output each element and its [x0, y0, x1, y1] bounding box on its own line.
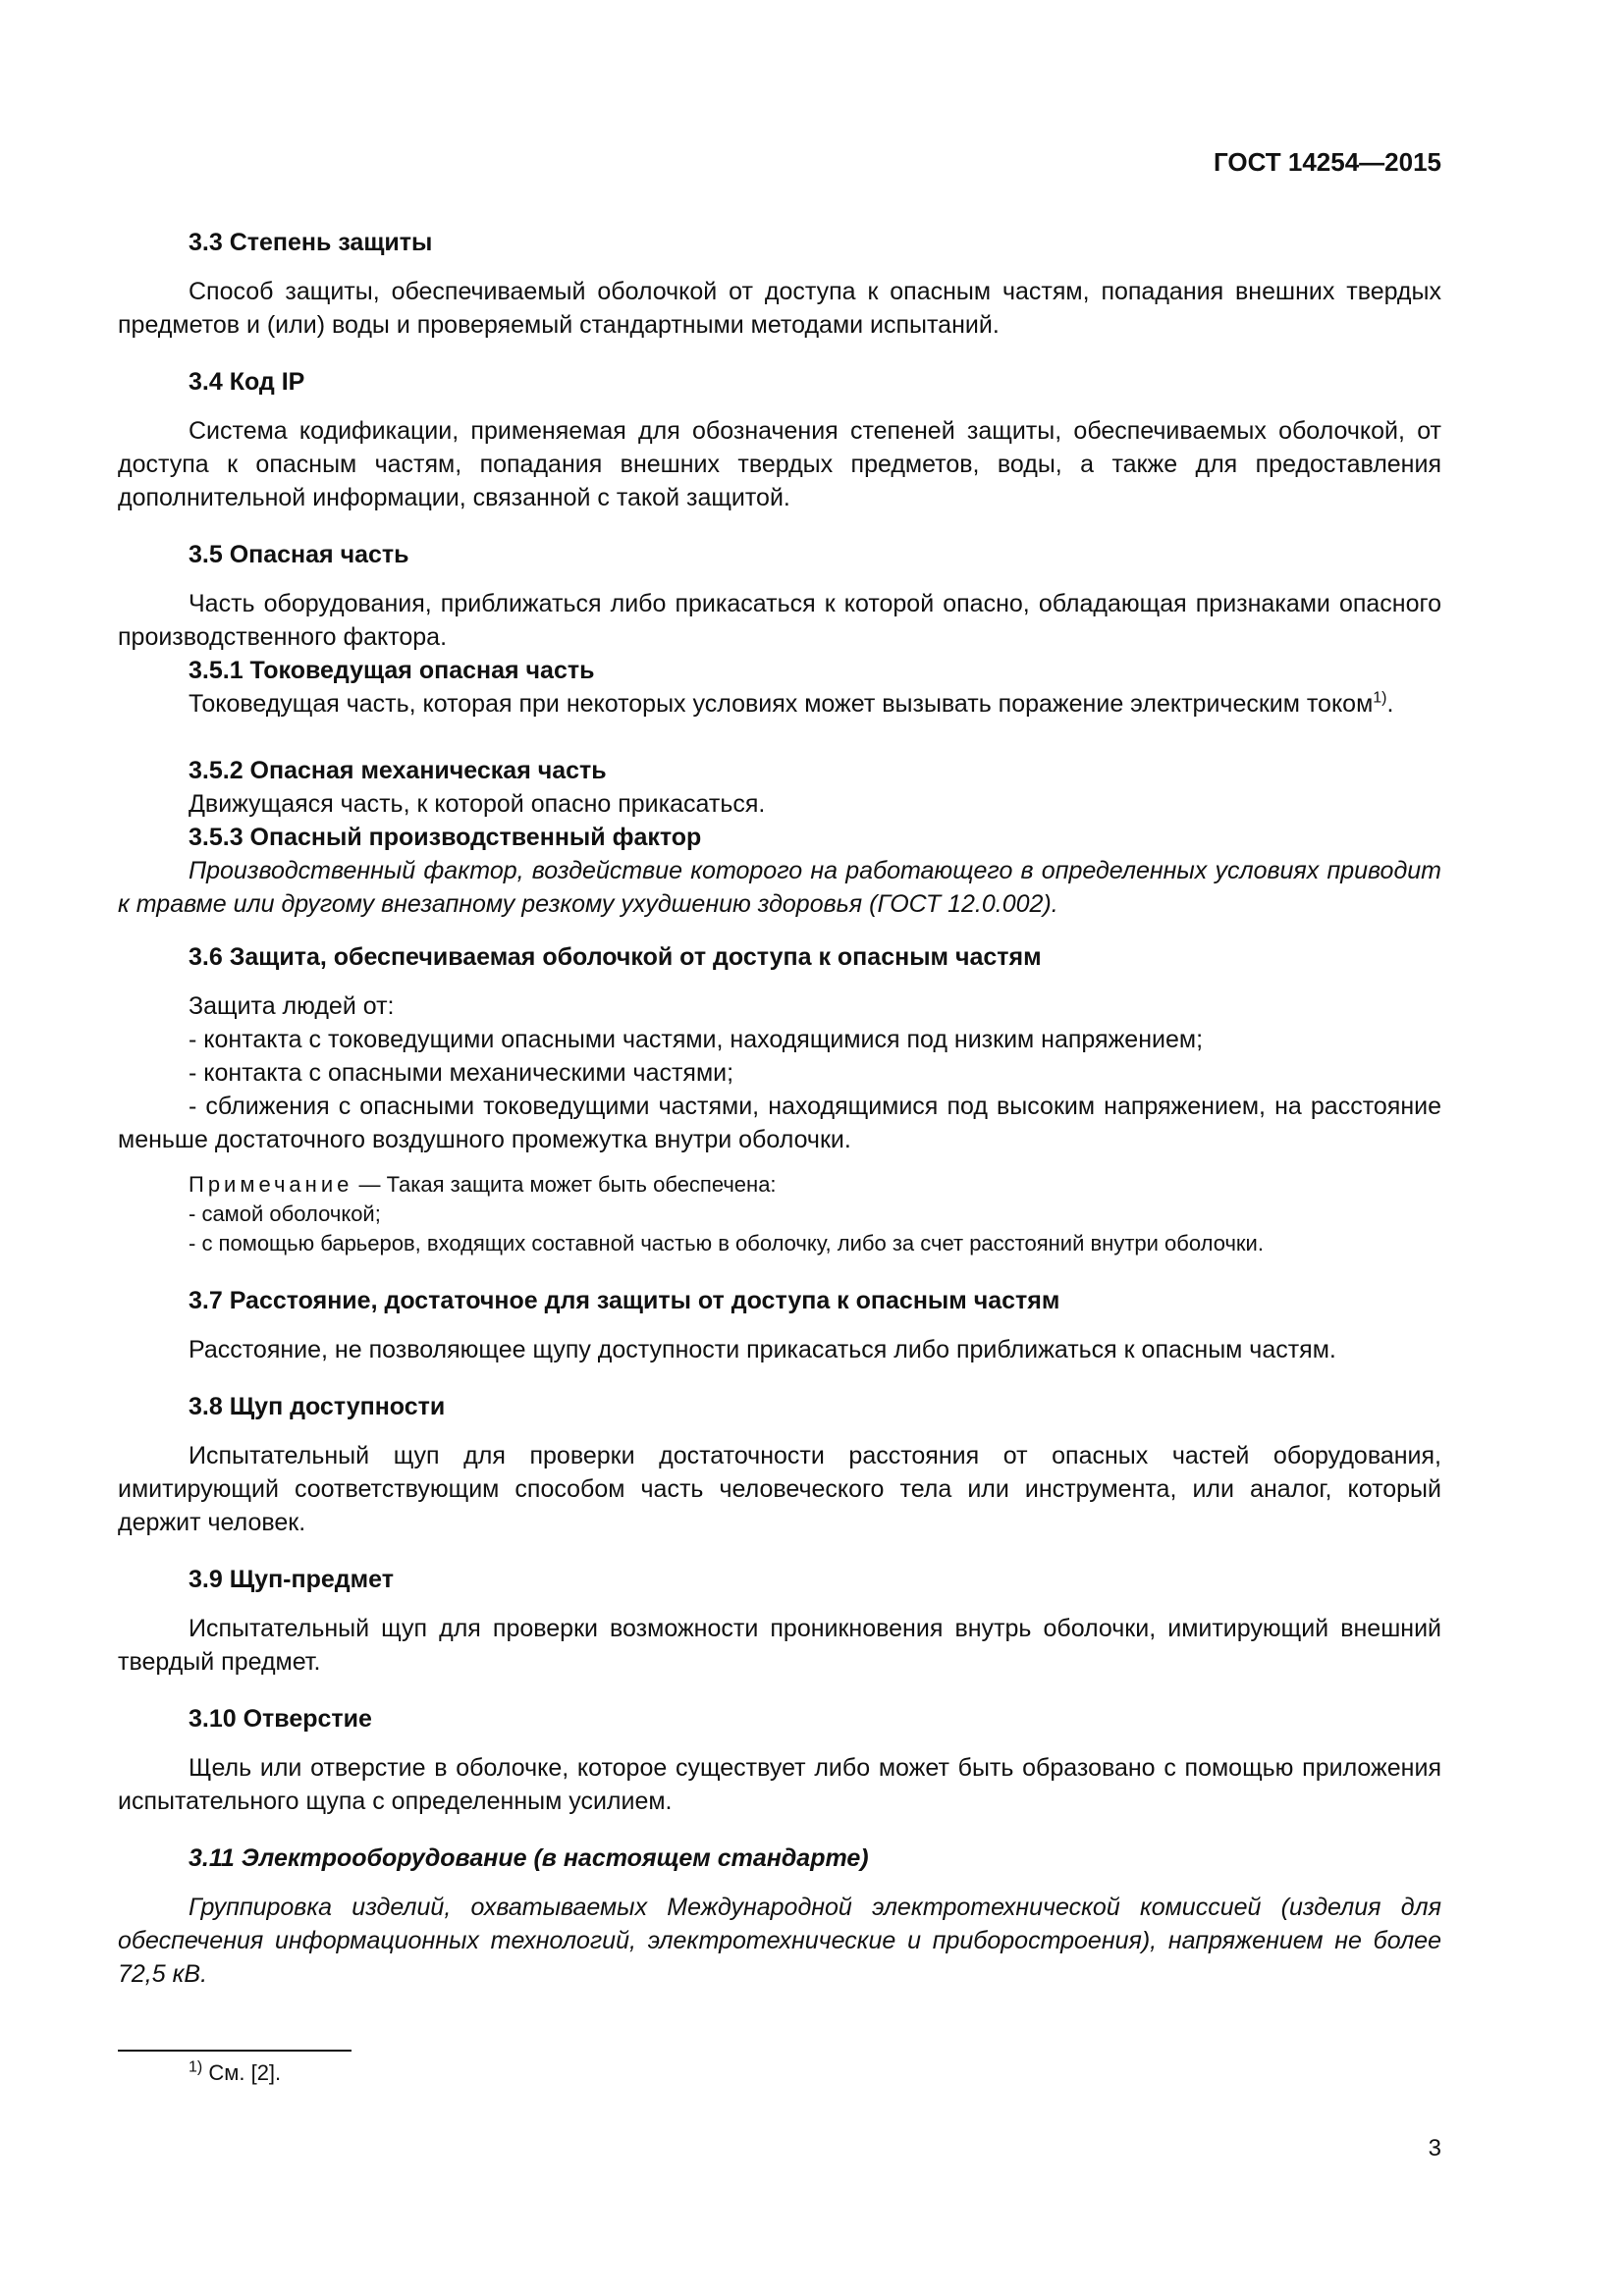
section-3-6-title: 3.6 Защита, обеспечиваемая оболочкой от доступа к опасным частям: [189, 943, 1042, 971]
note-text: — Такая защита может быть обеспечена:: [352, 1172, 777, 1197]
section-3-5-title: 3.5 Опасная часть: [189, 541, 409, 568]
footnote-divider: [118, 2050, 352, 2052]
section-3-10-text: Щель или отверстие в оболочке, которое существует либо может быть образовано с помощью приложения испытательного щупа с определенным усилием.: [118, 1754, 1441, 1815]
section-3-7-text: Расстояние, не позволяющее щупу доступности прикасаться либо приближаться к опасным частям.: [189, 1336, 1336, 1363]
document-id: ГОСТ 14254—2015: [1214, 147, 1441, 177]
section-3-5-1-end: .: [1386, 690, 1394, 718]
section-3-5-1-text: [118, 687, 1441, 721]
section-3-3-text: Способ защиты, обеспечиваемый оболочкой от доступа к опасным частям, попадания внешних твердых предметов и (или) воды и проверяемый стандартными методами испытаний.: [118, 278, 1441, 339]
page-number: 3: [1428, 2135, 1441, 2162]
footnote-ref: 1): [1373, 689, 1387, 707]
note-item: - самой оболочкой;: [189, 1201, 381, 1226]
section-3-5-text: Часть оборудования, приближаться либо прикасаться к которой опасно, обладающая признаками опасного производственного фактора.: [118, 590, 1441, 651]
section-3-5-1-title: 3.5.1 Токоведущая опасная часть: [189, 657, 595, 684]
footnote-mark: 1): [189, 2058, 203, 2076]
section-3-8-title: 3.8 Щуп доступности: [189, 1393, 446, 1420]
section-3-5-2-text: Движущаяся часть, к которой опасно прикасаться.: [189, 790, 766, 818]
footnote-text: См. [2].: [202, 2060, 282, 2085]
list-item: - контакта с опасными механическими частями;: [189, 1059, 734, 1087]
section-3-9-text: Испытательный щуп для проверки возможности проникновения внутрь оболочки, имитирующий внешний твердый предмет.: [118, 1615, 1441, 1676]
section-3-11-text: Группировка изделий, охватываемых Международной электротехнической комиссией (изделия для обеспечения информационных технологий, электротехнические и приборостроения), напряжением не более 72,5 кВ.: [118, 1894, 1441, 1988]
list-item: - сближения с опасными токоведущими частями, находящимися под высоким напряжением, на расстояние меньше достаточного воздушного промежутка внутри оболочки.: [118, 1093, 1441, 1153]
footnote: [189, 2058, 281, 2088]
section-3-3-title: 3.3 Степень защиты: [189, 229, 433, 256]
section-3-9-title: 3.9 Щуп-предмет: [189, 1566, 394, 1593]
note-label: Примечание: [189, 1172, 353, 1197]
section-3-5-3-title: 3.5.3 Опасный производственный фактор: [189, 824, 702, 851]
section-3-5-2-title: 3.5.2 Опасная механическая часть: [189, 757, 607, 784]
section-3-10-title: 3.10 Отверстие: [189, 1705, 372, 1733]
section-3-6-intro: Защита людей от:: [189, 992, 395, 1020]
list-item: - контакта с токоведущими опасными частями, находящимися под низким напряжением;: [189, 1026, 1204, 1053]
section-3-8-text: Испытательный щуп для проверки достаточности расстояния от опасных частей оборудования, имитирующий соответствующим способом часть человеческого тела или инструмента, или аналог, который держит человек.: [118, 1442, 1441, 1536]
section-3-5-3-text: Производственный фактор, воздействие которого на работающего в определенных условиях приводит к травме или другому внезапному резкому ухудшению здоровья (ГОСТ 12.0.002).: [118, 857, 1441, 918]
note: [118, 1170, 1441, 1200]
section-3-5-1-body: Токоведущая часть, которая при некоторых условиях может вызывать поражение электрическим током: [189, 690, 1374, 718]
note-item: - с помощью барьеров, входящих составной частью в оболочку, либо за счет расстояний внутри оболочки.: [189, 1231, 1264, 1255]
section-3-4-text: Система кодификации, применяемая для обозначения степеней защиты, обеспечиваемых оболочкой, от доступа к опасным частям, попадания внешних твердых предметов, воды, а также для предоставления дополнительной информации, связанной с такой защитой.: [118, 417, 1441, 511]
section-3-7-title: 3.7 Расстояние, достаточное для защиты от доступа к опасным частям: [189, 1287, 1060, 1314]
section-3-4-title: 3.4 Код IP: [189, 368, 305, 396]
section-3-11-title: 3.11 Электрооборудование (в настоящем стандарте): [189, 1844, 869, 1872]
